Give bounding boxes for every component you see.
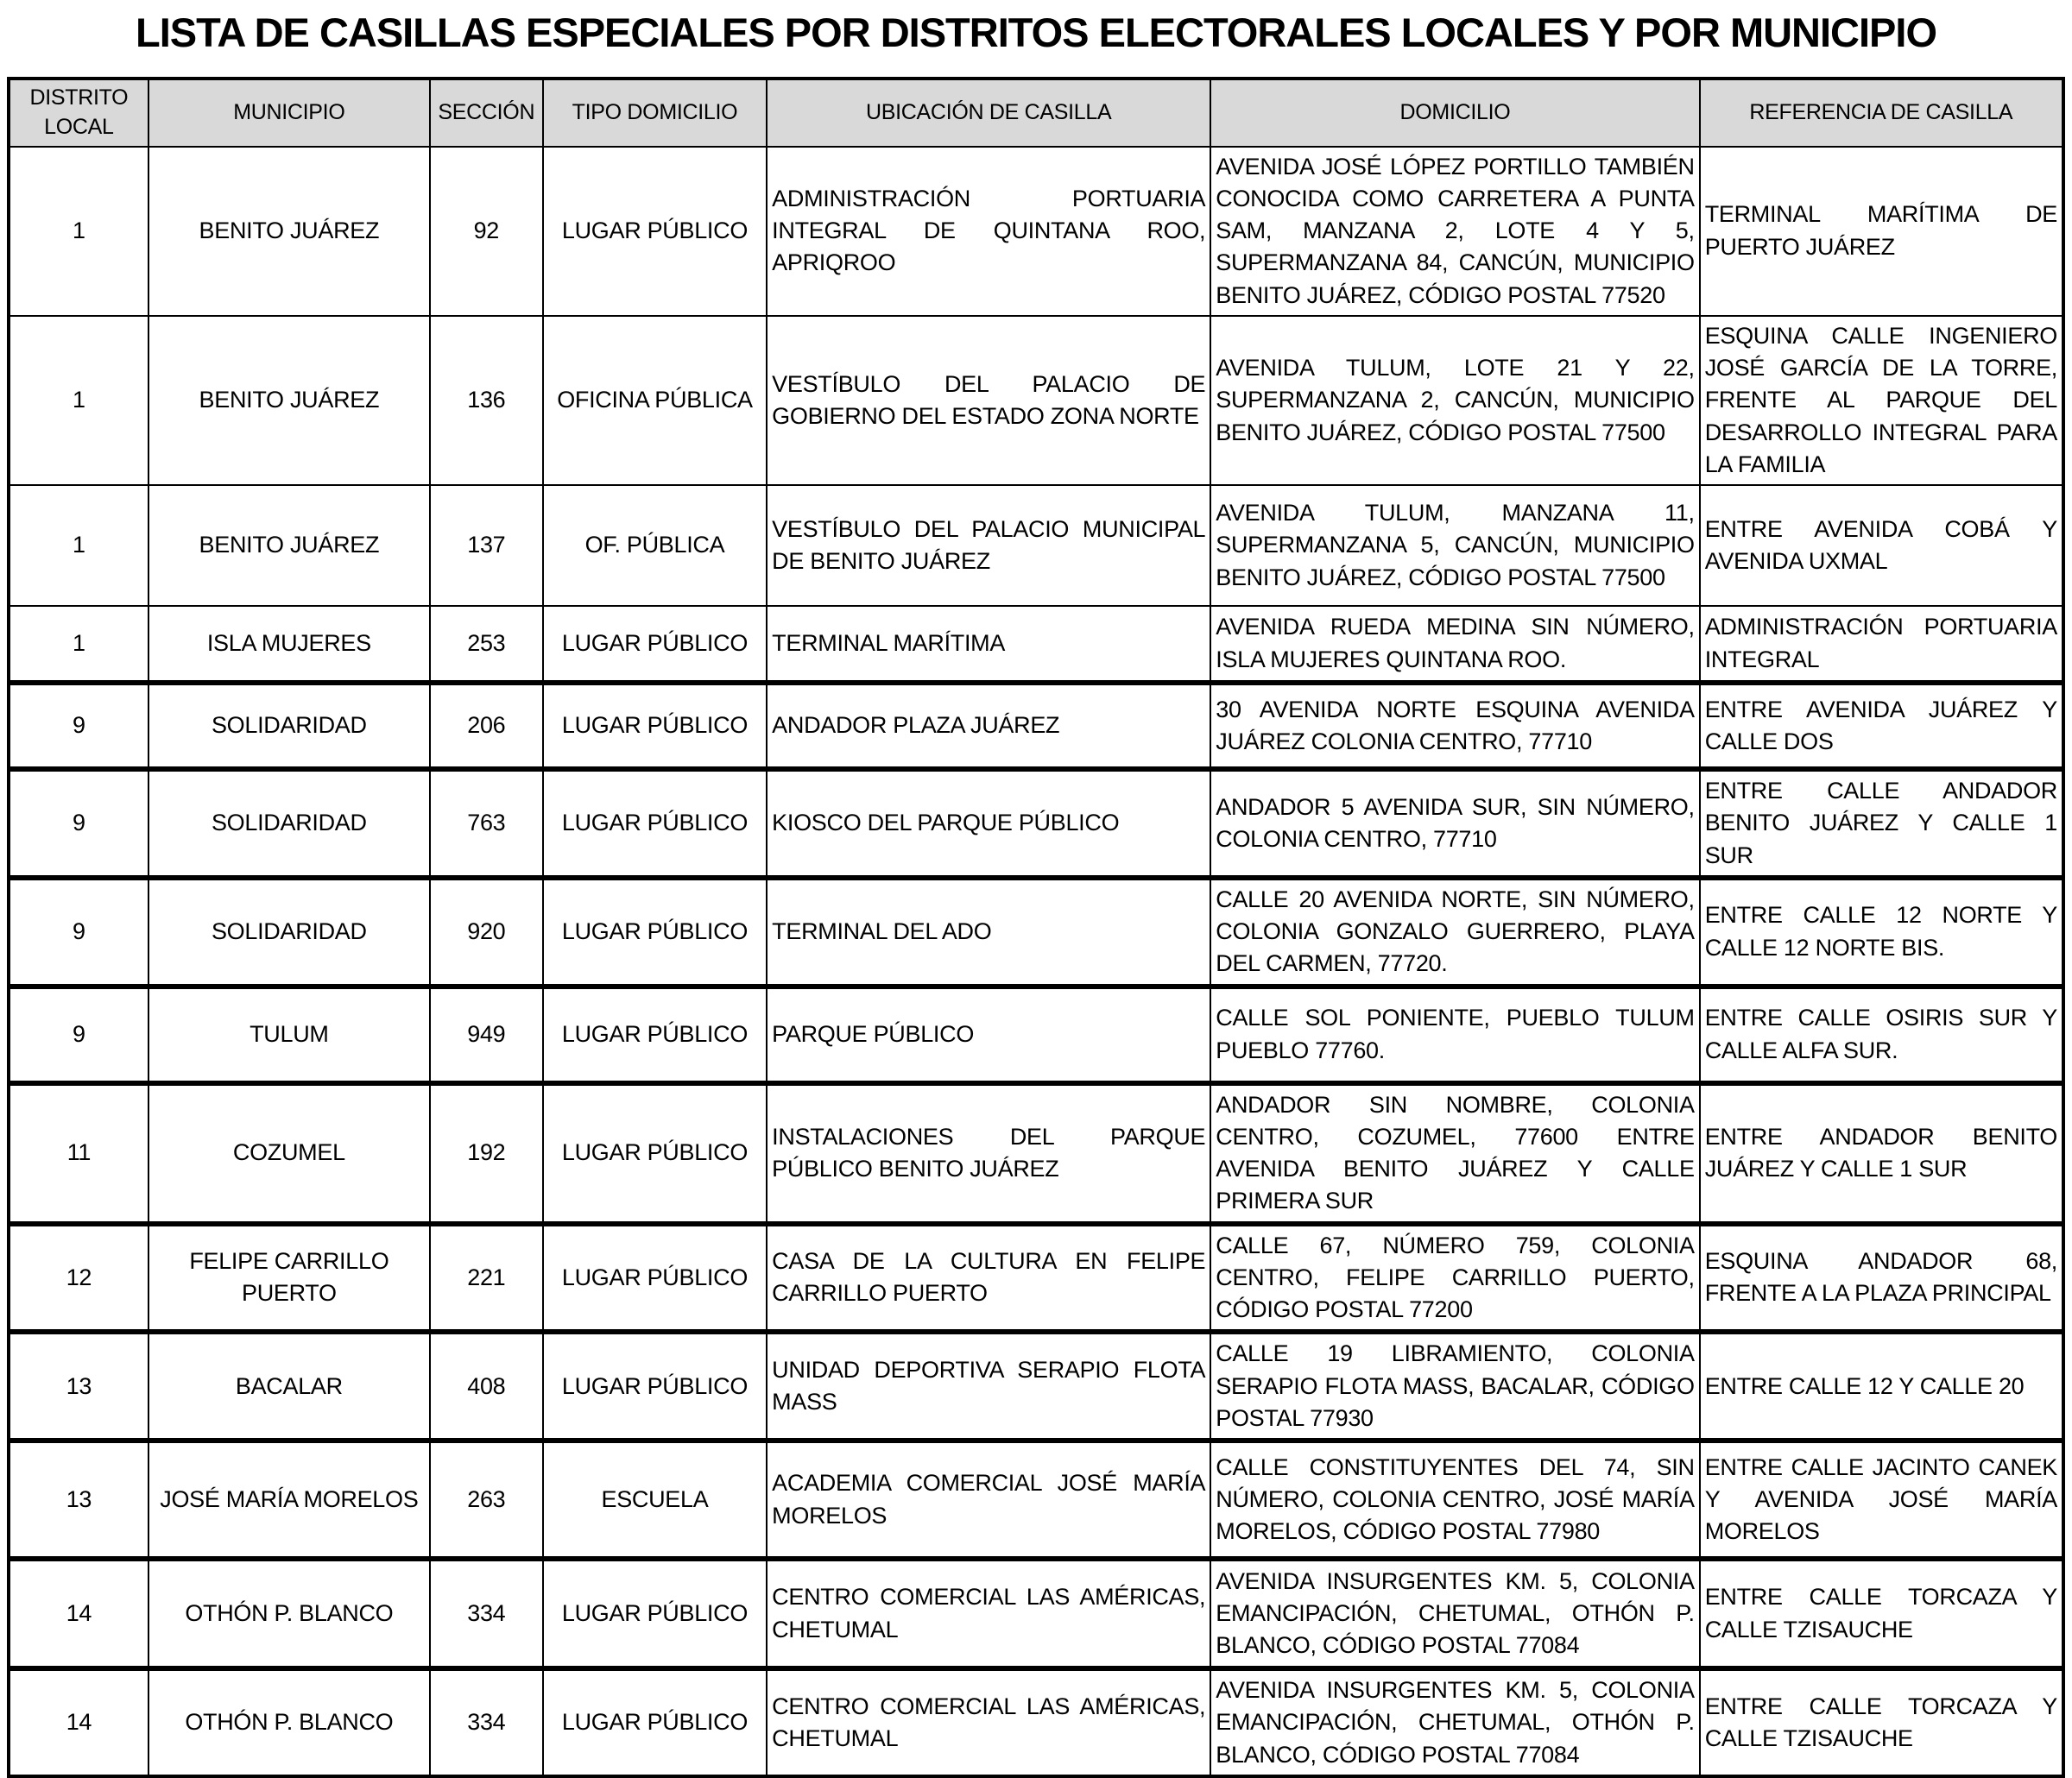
cell-referencia: ESQUINA ANDADOR 68, FRENTE A LA PLAZA PRINCIPAL [1700, 1224, 2063, 1333]
cell-ubicacion: PARQUE PÚBLICO [767, 987, 1210, 1083]
cell-seccion: 408 [430, 1332, 543, 1441]
cell-referencia: TERMINAL MARÍTIMA DE PUERTO JUÁREZ [1700, 147, 2063, 316]
cell-distrito: 12 [9, 1224, 148, 1333]
column-header-municipio: MUNICIPIO [148, 79, 430, 147]
cell-tipo: LUGAR PÚBLICO [543, 683, 767, 769]
cell-ubicacion: UNIDAD DEPORTIVA SERAPIO FLOTA MASS [767, 1332, 1210, 1441]
cell-seccion: 137 [430, 485, 543, 606]
cell-distrito: 9 [9, 683, 148, 769]
cell-municipio: BENITO JUÁREZ [148, 485, 430, 606]
cell-referencia: ENTRE CALLE 12 NORTE Y CALLE 12 NORTE BIS. [1700, 878, 2063, 987]
cell-ubicacion: VESTÍBULO DEL PALACIO MUNICIPAL DE BENITO JUÁREZ [767, 485, 1210, 606]
cell-referencia: ENTRE AVENIDA JUÁREZ Y CALLE DOS [1700, 683, 2063, 769]
cell-referencia: ENTRE AVENIDA COBÁ Y AVENIDA UXMAL [1700, 485, 2063, 606]
cell-seccion: 334 [430, 1559, 543, 1668]
cell-tipo: LUGAR PÚBLICO [543, 987, 767, 1083]
cell-municipio: BACALAR [148, 1332, 430, 1441]
cell-seccion: 920 [430, 878, 543, 987]
table-row [9, 1332, 2063, 1441]
table-row [9, 1441, 2063, 1559]
cell-referencia: ENTRE CALLE ANDADOR BENITO JUÁREZ Y CALLE 1 SUR [1700, 769, 2063, 878]
cell-tipo: LUGAR PÚBLICO [543, 1668, 767, 1776]
cell-tipo: LUGAR PÚBLICO [543, 1332, 767, 1441]
cell-domicilio: ANDADOR SIN NOMBRE, COLONIA CENTRO, COZUMEL, 77600 ENTRE AVENIDA BENITO JUÁREZ Y CALLE PRIMERA SUR [1210, 1083, 1699, 1224]
cell-tipo: LUGAR PÚBLICO [543, 606, 767, 683]
cell-distrito: 14 [9, 1668, 148, 1776]
column-header-domicilio: DOMICILIO [1210, 79, 1699, 147]
cell-referencia: ADMINISTRACIÓN PORTUARIA INTEGRAL [1700, 606, 2063, 683]
cell-seccion: 136 [430, 316, 543, 485]
cell-ubicacion: TERMINAL DEL ADO [767, 878, 1210, 987]
column-header-ubicacion: UBICACIÓN DE CASILLA [767, 79, 1210, 147]
cell-ubicacion: CASA DE LA CULTURA EN FELIPE CARRILLO PUERTO [767, 1224, 1210, 1333]
cell-referencia: ENTRE CALLE 12 Y CALLE 20 [1700, 1332, 2063, 1441]
cell-domicilio: CALLE CONSTITUYENTES DEL 74, SIN NÚMERO, COLONIA CENTRO, JOSÉ MARÍA MORELOS, CÓDIGO POSTAL 77980 [1210, 1441, 1699, 1559]
cell-tipo: OF. PÚBLICA [543, 485, 767, 606]
cell-domicilio: AVENIDA TULUM, LOTE 21 Y 22, SUPERMANZANA 2, CANCÚN, MUNICIPIO BENITO JUÁREZ, CÓDIGO POSTAL 77500 [1210, 316, 1699, 485]
cell-ubicacion: ADMINISTRACIÓN PORTUARIA INTEGRAL DE QUINTANA ROO, APRIQROO [767, 147, 1210, 316]
cell-referencia: ESQUINA CALLE INGENIERO JOSÉ GARCÍA DE LA TORRE, FRENTE AL PARQUE DEL DESARROLLO INTEGRAL PARA LA FAMILIA [1700, 316, 2063, 485]
cell-distrito: 1 [9, 606, 148, 683]
cell-domicilio: CALLE 67, NÚMERO 759, COLONIA CENTRO, FELIPE CARRILLO PUERTO, CÓDIGO POSTAL 77200 [1210, 1224, 1699, 1333]
cell-domicilio: CALLE 20 AVENIDA NORTE, SIN NÚMERO, COLONIA GONZALO GUERRERO, PLAYA DEL CARMEN, 77720. [1210, 878, 1699, 987]
cell-seccion: 763 [430, 769, 543, 878]
table-row [9, 1083, 2063, 1224]
cell-referencia: ENTRE CALLE JACINTO CANEK Y AVENIDA JOSÉ MARÍA MORELOS [1700, 1441, 2063, 1559]
cell-tipo: LUGAR PÚBLICO [543, 769, 767, 878]
table-body [9, 147, 2063, 1776]
casillas-table [7, 77, 2065, 1778]
cell-municipio: ISLA MUJERES [148, 606, 430, 683]
cell-distrito: 1 [9, 316, 148, 485]
cell-distrito: 9 [9, 987, 148, 1083]
cell-tipo: LUGAR PÚBLICO [543, 1224, 767, 1333]
cell-tipo: LUGAR PÚBLICO [543, 147, 767, 316]
cell-seccion: 949 [430, 987, 543, 1083]
cell-tipo: LUGAR PÚBLICO [543, 1083, 767, 1224]
cell-distrito: 9 [9, 878, 148, 987]
cell-municipio: TULUM [148, 987, 430, 1083]
cell-distrito: 1 [9, 147, 148, 316]
cell-domicilio: AVENIDA INSURGENTES KM. 5, COLONIA EMANCIPACIÓN, CHETUMAL, OTHÓN P. BLANCO, CÓDIGO POSTAL 77084 [1210, 1668, 1699, 1776]
table-row [9, 683, 2063, 769]
cell-ubicacion: CENTRO COMERCIAL LAS AMÉRICAS, CHETUMAL [767, 1668, 1210, 1776]
table-row [9, 987, 2063, 1083]
table-row [9, 1224, 2063, 1333]
cell-seccion: 92 [430, 147, 543, 316]
cell-distrito: 14 [9, 1559, 148, 1668]
cell-domicilio: 30 AVENIDA NORTE ESQUINA AVENIDA JUÁREZ COLONIA CENTRO, 77710 [1210, 683, 1699, 769]
cell-municipio: SOLIDARIDAD [148, 683, 430, 769]
table-row [9, 316, 2063, 485]
cell-domicilio: AVENIDA TULUM, MANZANA 11, SUPERMANZANA 5, CANCÚN, MUNICIPIO BENITO JUÁREZ, CÓDIGO POSTAL 77500 [1210, 485, 1699, 606]
cell-domicilio: CALLE 19 LIBRAMIENTO, COLONIA SERAPIO FLOTA MASS, BACALAR, CÓDIGO POSTAL 77930 [1210, 1332, 1699, 1441]
table-row [9, 1559, 2063, 1668]
cell-municipio: OTHÓN P. BLANCO [148, 1668, 430, 1776]
cell-seccion: 263 [430, 1441, 543, 1559]
cell-seccion: 206 [430, 683, 543, 769]
cell-referencia: ENTRE CALLE TORCAZA Y CALLE TZISAUCHE [1700, 1668, 2063, 1776]
cell-ubicacion: TERMINAL MARÍTIMA [767, 606, 1210, 683]
cell-domicilio: AVENIDA INSURGENTES KM. 5, COLONIA EMANCIPACIÓN, CHETUMAL, OTHÓN P. BLANCO, CÓDIGO POSTAL 77084 [1210, 1559, 1699, 1668]
cell-municipio: JOSÉ MARÍA MORELOS [148, 1441, 430, 1559]
cell-distrito: 13 [9, 1332, 148, 1441]
table-row [9, 769, 2063, 878]
cell-domicilio: ANDADOR 5 AVENIDA SUR, SIN NÚMERO, COLONIA CENTRO, 77710 [1210, 769, 1699, 878]
cell-ubicacion: ANDADOR PLAZA JUÁREZ [767, 683, 1210, 769]
cell-domicilio: AVENIDA RUEDA MEDINA SIN NÚMERO, ISLA MUJERES QUINTANA ROO. [1210, 606, 1699, 683]
table-row [9, 606, 2063, 683]
table-row [9, 878, 2063, 987]
cell-municipio: BENITO JUÁREZ [148, 316, 430, 485]
cell-distrito: 13 [9, 1441, 148, 1559]
cell-municipio: FELIPE CARRILLO PUERTO [148, 1224, 430, 1333]
cell-municipio: BENITO JUÁREZ [148, 147, 430, 316]
cell-referencia: ENTRE CALLE TORCAZA Y CALLE TZISAUCHE [1700, 1559, 2063, 1668]
column-header-seccion: SECCIÓN [430, 79, 543, 147]
table-row [9, 147, 2063, 316]
cell-distrito: 11 [9, 1083, 148, 1224]
cell-seccion: 221 [430, 1224, 543, 1333]
cell-seccion: 253 [430, 606, 543, 683]
cell-municipio: SOLIDARIDAD [148, 878, 430, 987]
cell-referencia: ENTRE ANDADOR BENITO JUÁREZ Y CALLE 1 SUR [1700, 1083, 2063, 1224]
cell-distrito: 9 [9, 769, 148, 878]
cell-tipo: LUGAR PÚBLICO [543, 1559, 767, 1668]
cell-ubicacion: VESTÍBULO DEL PALACIO DE GOBIERNO DEL ESTADO ZONA NORTE [767, 316, 1210, 485]
cell-ubicacion: CENTRO COMERCIAL LAS AMÉRICAS, CHETUMAL [767, 1559, 1210, 1668]
cell-municipio: COZUMEL [148, 1083, 430, 1224]
cell-seccion: 192 [430, 1083, 543, 1224]
cell-domicilio: AVENIDA JOSÉ LÓPEZ PORTILLO TAMBIÉN CONOCIDA COMO CARRETERA A PUNTA SAM, MANZANA 2, LOTE 4 Y 5, SUPERMANZANA 84, CANCÚN, MUNICIPIO BENITO JUÁREZ, CÓDIGO POSTAL 77520 [1210, 147, 1699, 316]
cell-domicilio: CALLE SOL PONIENTE, PUEBLO TULUM PUEBLO 77760. [1210, 987, 1699, 1083]
cell-municipio: OTHÓN P. BLANCO [148, 1559, 430, 1668]
page-title: LISTA DE CASILLAS ESPECIALES POR DISTRITOS ELECTORALES LOCALES Y POR MUNICIPIO [136, 9, 1936, 55]
column-header-referencia: REFERENCIA DE CASILLA [1700, 79, 2063, 147]
cell-ubicacion: KIOSCO DEL PARQUE PÚBLICO [767, 769, 1210, 878]
cell-tipo: OFICINA PÚBLICA [543, 316, 767, 485]
cell-tipo: LUGAR PÚBLICO [543, 878, 767, 987]
header-row [9, 79, 2063, 147]
cell-ubicacion: ACADEMIA COMERCIAL JOSÉ MARÍA MORELOS [767, 1441, 1210, 1559]
table-row [9, 485, 2063, 606]
cell-referencia: ENTRE CALLE OSIRIS SUR Y CALLE ALFA SUR. [1700, 987, 2063, 1083]
cell-municipio: SOLIDARIDAD [148, 769, 430, 878]
cell-seccion: 334 [430, 1668, 543, 1776]
cell-distrito: 1 [9, 485, 148, 606]
column-header-distrito-local: DISTRITO LOCAL [9, 79, 148, 147]
column-header-tipo-domicilio: TIPO DOMICILIO [543, 79, 767, 147]
cell-tipo: ESCUELA [543, 1441, 767, 1559]
cell-ubicacion: INSTALACIONES DEL PARQUE PÚBLICO BENITO JUÁREZ [767, 1083, 1210, 1224]
table-row [9, 1668, 2063, 1776]
